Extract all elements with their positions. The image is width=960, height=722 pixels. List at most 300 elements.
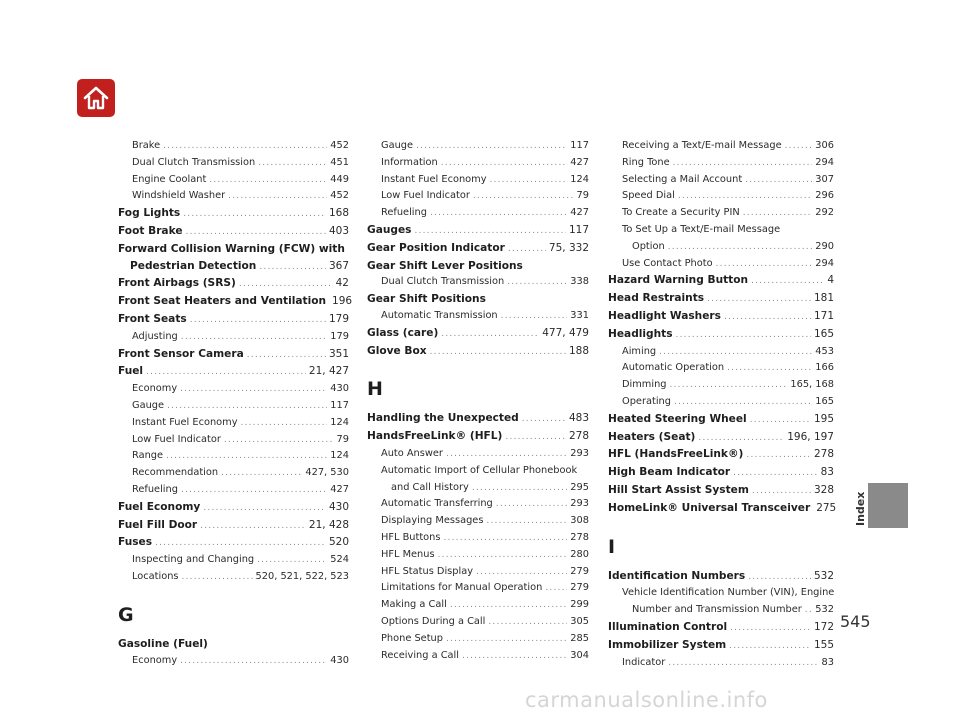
page-reference-link[interactable]: 532 [815,604,834,616]
dot-leader [190,312,326,329]
entry-label: Aiming [622,345,657,357]
page-reference-link[interactable]: 165, 168 [790,379,834,391]
page-reference-link[interactable]: 427 [570,156,589,168]
page-reference-link[interactable]: 520, 521, 522, 523 [255,570,349,582]
entry-label: Headlights [608,327,673,340]
entry-label: Refueling [132,483,178,495]
dot-leader [430,344,566,361]
page-reference-link[interactable]: 278 [570,531,589,543]
page-reference-link[interactable]: 278 [813,448,834,461]
index-entry[interactable] [367,222,589,240]
entry-label: Recommendation [132,467,219,479]
page-reference-link[interactable]: 427 [330,483,349,495]
index-entry[interactable] [118,569,349,586]
entry-label: Phone Setup [381,632,443,644]
dot-leader [450,597,567,614]
index-entry[interactable] [367,274,589,291]
page-reference-link[interactable]: 427, 530 [305,467,349,479]
index-entry[interactable] [608,411,834,429]
page-reference-link[interactable]: 279 [570,565,589,577]
page-reference-link[interactable]: 292 [815,207,834,219]
entry-label: Receiving a Call [381,649,459,661]
dot-leader [496,496,568,513]
entry-label: Identification Numbers [608,569,746,582]
page-reference-link[interactable]: 117 [570,140,589,151]
dot-leader [146,364,306,381]
page-reference-link[interactable]: 338 [570,276,589,288]
page-reference-link[interactable]: 305 [570,615,589,627]
dot-leader [522,411,566,428]
dot-leader [444,530,568,547]
index-tab-label: Index [854,491,867,526]
index-heading: Gasoline (Fuel) [118,637,208,650]
index-entry[interactable] [608,256,834,273]
dot-leader [228,188,327,205]
page-reference-link[interactable]: 430 [328,500,349,513]
page-reference-link[interactable]: 520 [328,536,349,549]
entry-label: Displaying Messages [381,515,484,527]
index-entry[interactable] [367,480,589,497]
index-entry[interactable] [118,329,349,346]
dot-leader [745,172,812,189]
dot-leader [224,432,334,449]
index-entry[interactable] [118,381,349,398]
page-reference-link[interactable]: 79 [336,433,349,445]
index-entry[interactable] [118,432,349,449]
dot-leader [673,155,813,172]
dot-leader [186,224,326,241]
page-reference-link[interactable]: 4 [827,274,834,287]
index-entry[interactable] [118,482,349,499]
dot-leader [462,648,567,665]
entry-label: Gear Position Indicator [367,241,505,254]
entry-label: Front Seats [118,312,187,325]
entry-label: Information [381,156,438,168]
page-reference-link[interactable]: 483 [568,412,589,425]
page-reference-link[interactable]: 79 [576,190,589,202]
entry-label: Low Fuel Indicator [132,433,221,445]
page-reference-link[interactable]: 294 [815,156,834,168]
section-letter: I [608,535,616,558]
dot-leader [416,138,567,155]
dot-leader [668,655,818,672]
index-entry[interactable] [367,496,589,513]
index-entry[interactable] [118,155,349,172]
page-reference-link[interactable]: 117 [330,399,349,411]
index-entry[interactable] [118,398,349,415]
page-reference-link[interactable]: 331 [570,309,589,321]
dot-leader [676,327,811,344]
entry-label: Limitations for Manual Operation [381,582,543,594]
page-reference-link[interactable]: 367 [328,259,349,272]
index-entry[interactable] [367,530,589,547]
index-entry[interactable] [608,155,834,172]
page-reference-link[interactable]: 188 [568,344,589,357]
entry-label: Dimming [622,379,667,391]
index-entry[interactable] [367,446,589,463]
index-entry[interactable] [367,547,589,564]
index-column-3 [608,138,837,671]
entry-label: Immobilizer System [608,638,727,651]
dot-leader [155,535,326,552]
dot-leader [545,580,567,597]
entry-label: HFL (HandsFreeLink®) [608,448,744,461]
index-entry[interactable] [608,446,834,464]
page-reference-link[interactable]: 195 [813,412,834,425]
index-entry[interactable] [367,428,589,446]
index-entry[interactable] [118,311,349,329]
entry-label: Inspecting and Changing [132,554,255,566]
index-entry[interactable] [118,293,353,311]
dot-leader [438,547,568,564]
entry-label: Economy [132,654,178,666]
page-reference-link[interactable]: 280 [570,548,589,560]
dot-leader [446,631,567,648]
index-entry[interactable] [367,308,589,325]
index-entry[interactable] [118,172,349,189]
entry-label: Automatic Transferring [381,498,493,510]
page-reference-link[interactable]: 453 [815,345,834,357]
page-reference-link[interactable]: 430 [330,654,349,666]
entry-label: Making a Call [381,599,447,611]
dot-leader [730,620,811,637]
index-entry[interactable] [118,534,349,552]
index-entry[interactable] [608,602,834,619]
entry-label: Hazard Warning Button [608,274,749,287]
entry-label: Glove Box [367,344,427,357]
page-reference-link[interactable]: 296 [815,190,834,202]
index-entry[interactable] [367,205,589,222]
index-entry[interactable] [118,205,349,223]
dot-leader [727,360,812,377]
entry-label: Instant Fuel Economy [381,173,487,185]
page-reference-link[interactable]: 308 [570,515,589,527]
dot-leader [659,344,812,361]
dot-leader [746,447,811,464]
index-heading: Forward Collision Warning (FCW) with [118,242,345,255]
index-entry[interactable] [367,188,589,205]
index-entry[interactable] [118,223,349,241]
entry-label: Range [132,450,164,462]
page-reference-link[interactable]: 75, 332 [548,241,589,254]
entry-label: Indicator [622,656,666,668]
dot-leader [507,274,567,291]
entry-label: Dual Clutch Transmission [381,276,505,288]
index-entry[interactable] [608,239,834,256]
index-entry[interactable] [608,377,834,394]
page-reference-link[interactable]: 117 [568,223,589,236]
page-reference-link[interactable]: 294 [815,257,834,269]
index-entry[interactable] [367,172,589,189]
entry-label: Front Airbags (SRS) [118,277,236,290]
entry-label: Headlight Washers [608,309,721,322]
page-reference-link[interactable]: 165 [813,327,834,340]
index-heading: Automatic Import of Cellular Phonebook [381,464,578,476]
dot-leader [743,205,813,222]
entry-label: Operating [622,395,671,407]
index-entry[interactable] [118,346,349,364]
page-reference-link[interactable]: 166 [815,362,834,374]
page-reference-link[interactable]: 172 [813,620,834,633]
page-reference-link[interactable]: 307 [815,173,834,185]
page-reference-link[interactable]: 83 [820,466,834,479]
index-entry[interactable] [608,138,834,155]
dot-leader [203,500,326,517]
page-reference-link[interactable]: 295 [570,481,589,493]
dot-leader [209,172,327,189]
page-reference-link[interactable]: 449 [330,173,349,185]
index-entry[interactable] [367,155,589,172]
page-reference-link[interactable]: 293 [570,498,589,510]
entry-label: Windshield Washer [132,190,226,202]
page-reference-link[interactable]: 124 [330,416,349,428]
entry-label: Refueling [381,207,427,219]
dot-leader [505,429,566,446]
index-heading: To Set Up a Text/E-mail Message [622,223,781,235]
index-entry[interactable] [608,394,834,411]
page-reference-link[interactable]: 155 [813,638,834,651]
page-reference-link[interactable]: 477, 479 [542,326,589,339]
dot-leader [490,172,568,189]
page-reference-link[interactable]: 196 [332,295,353,308]
entry-label: Locations [132,570,179,582]
entry-label: Selecting a Mail Account [622,173,743,185]
page-reference-link[interactable]: 83 [821,656,834,668]
index-entry[interactable] [608,344,834,361]
entry-label: Ring Tone [622,156,670,168]
index-entry[interactable] [118,138,349,155]
entry-label: HFL Menus [381,548,435,560]
entry-label: Glass (care) [367,326,439,339]
entry-label: Dual Clutch Transmission [132,156,256,168]
page-reference-link[interactable]: 42 [335,277,349,290]
dot-leader [785,138,813,155]
index-entry[interactable] [118,415,349,432]
index-entry[interactable] [608,429,834,447]
index-entry[interactable] [608,172,834,189]
page-reference-link[interactable]: 124 [570,173,589,185]
entry-label: Fuel Fill Door [118,518,198,531]
entry-label: Use Contact Photo [622,257,713,269]
dot-leader [441,326,539,343]
entry-label: Option [632,240,665,252]
dot-leader [441,155,568,172]
page-reference-link[interactable]: 306 [815,140,834,151]
page-reference-link[interactable]: 124 [330,450,349,462]
dot-leader [805,602,813,619]
index-entry[interactable] [367,580,589,597]
dot-leader [446,446,567,463]
dot-leader [167,398,327,415]
dot-leader [182,569,253,586]
dot-leader [707,291,811,308]
index-entry[interactable] [118,448,349,465]
entry-label: Low Fuel Indicator [381,190,470,202]
index-entry[interactable] [608,500,837,518]
dot-leader [221,465,302,482]
home-button[interactable] [77,79,115,117]
dot-leader [501,308,568,325]
index-entry[interactable] [118,653,349,670]
index-side-tab[interactable] [868,483,908,528]
dot-leader [751,273,824,290]
dot-leader [414,223,565,240]
index-entry[interactable] [118,552,349,569]
page-reference-link[interactable]: 165 [815,395,834,407]
dot-leader [508,241,546,258]
index-entry[interactable] [608,619,834,637]
page-reference-link[interactable]: 451 [330,156,349,168]
entry-label: Head Restraints [608,292,705,305]
page-reference-link[interactable]: 299 [570,599,589,611]
index-entry[interactable] [367,614,589,631]
page-reference-link[interactable]: 21, 428 [308,518,349,531]
page-reference-link[interactable]: 524 [330,554,349,566]
index-heading: Vehicle Identification Number (VIN), Engine [622,587,835,599]
dot-leader [748,569,811,586]
page-reference-link[interactable]: 290 [815,240,834,252]
index-entry[interactable] [608,464,834,482]
entry-label: Pedestrian Detection [130,259,257,272]
entry-label: Fuses [118,536,153,549]
page-reference-link[interactable]: 403 [328,224,349,237]
entry-label: Hill Start Assist System [608,483,749,496]
entry-label: Fuel Economy [118,500,201,513]
page-reference-link[interactable]: 179 [330,330,349,342]
entry-label: To Create a Security PIN [622,207,740,219]
dot-leader [183,206,326,223]
index-entry[interactable] [608,360,834,377]
index-entry[interactable] [608,482,834,500]
page-reference-link[interactable]: 168 [328,207,349,220]
index-entry[interactable] [367,325,589,343]
page-reference-link[interactable]: 304 [570,649,589,661]
index-entry[interactable] [608,205,834,222]
entry-label: Fog Lights [118,207,181,220]
entry-label: HFL Status Display [381,565,474,577]
page-reference-link[interactable]: 452 [330,140,349,151]
dot-leader [430,205,567,222]
index-entry[interactable] [608,655,834,672]
entry-label: Number and Transmission Number [632,604,802,616]
entry-label: Front Sensor Camera [118,347,244,360]
dot-leader [473,188,574,205]
entry-label: Economy [132,383,178,395]
index-entry[interactable] [118,465,349,482]
index-heading: Gear Shift Lever Positions [367,259,523,272]
index-entry[interactable] [118,275,349,293]
entry-label: Gauge [381,140,414,151]
index-entry[interactable] [608,637,834,655]
dot-leader [670,377,788,394]
dot-leader [716,256,813,273]
home-icon [81,83,111,113]
dot-leader [674,394,812,411]
dot-leader [488,614,567,631]
index-entry[interactable] [118,188,349,205]
page-reference-link[interactable]: 351 [328,347,349,360]
dot-leader [200,518,306,535]
page-reference-link[interactable]: 278 [568,430,589,443]
page-reference-link[interactable]: 196, 197 [787,430,834,443]
entry-label: Gauges [367,223,412,236]
page-reference-link[interactable]: 181 [813,292,834,305]
page-reference-link[interactable]: 171 [813,309,834,322]
section-letter: G [118,603,134,626]
index-entry[interactable] [367,597,589,614]
index-entry[interactable] [367,631,589,648]
dot-leader [181,329,328,346]
entry-label: Illumination Control [608,620,728,633]
entry-label: Engine Coolant [132,173,207,185]
index-entry[interactable] [367,648,589,665]
index-entry[interactable] [608,326,834,344]
dot-leader [752,483,811,500]
page-reference-link[interactable]: 279 [570,582,589,594]
dot-leader [668,239,813,256]
page-reference-link[interactable]: 430 [330,383,349,395]
page-reference-link[interactable]: 275 [816,501,837,514]
page-reference-link[interactable]: 452 [330,190,349,202]
index-entry[interactable] [367,564,589,581]
page-reference-link[interactable]: 427 [570,207,589,219]
entry-label: Brake [132,140,161,151]
entry-label: Auto Answer [381,447,443,459]
dot-leader [163,138,327,155]
dot-leader [476,564,567,581]
entry-label: Options During a Call [381,615,486,627]
dot-leader [181,482,327,499]
entry-label: HFL Buttons [381,531,441,543]
entry-label: Front Seat Heaters and Ventilation [118,295,327,308]
entry-label: Automatic Transmission [381,309,498,321]
index-entry[interactable] [367,410,589,428]
entry-label: High Beam Indicator [608,466,731,479]
index-entry[interactable] [608,272,834,290]
dot-leader [259,259,326,276]
dot-leader [241,415,328,432]
index-entry[interactable] [118,258,349,276]
index-entry[interactable] [367,343,589,361]
page-reference-link[interactable]: 293 [570,447,589,459]
section-letter: H [367,378,383,401]
page-reference-link[interactable]: 532 [813,569,834,582]
entry-label: Receiving a Text/E-mail Message [622,140,782,151]
dot-leader [729,638,811,655]
entry-label: Handling the Unexpected [367,412,519,425]
index-entry[interactable] [367,240,589,258]
index-entry[interactable] [118,517,349,535]
page-reference-link[interactable]: 21, 427 [308,365,349,378]
page-reference-link[interactable]: 285 [570,632,589,644]
entry-label: HandsFreeLink® (HFL) [367,430,503,443]
index-entry[interactable] [608,188,834,205]
index-column-2 [367,138,589,664]
entry-label: Heaters (Seat) [608,430,696,443]
index-entry[interactable] [608,290,834,308]
index-entry[interactable] [118,499,349,517]
index-entry[interactable] [608,568,834,586]
index-entry[interactable] [367,513,589,530]
page-reference-link[interactable]: 328 [813,483,834,496]
dot-leader [258,155,327,172]
index-entry[interactable] [367,138,589,155]
page-reference-link[interactable]: 179 [328,312,349,325]
index-entry[interactable] [118,363,349,381]
index-entry[interactable] [608,308,834,326]
entry-label: HomeLink® Universal Transceiver [608,501,811,514]
dot-leader [698,430,784,447]
